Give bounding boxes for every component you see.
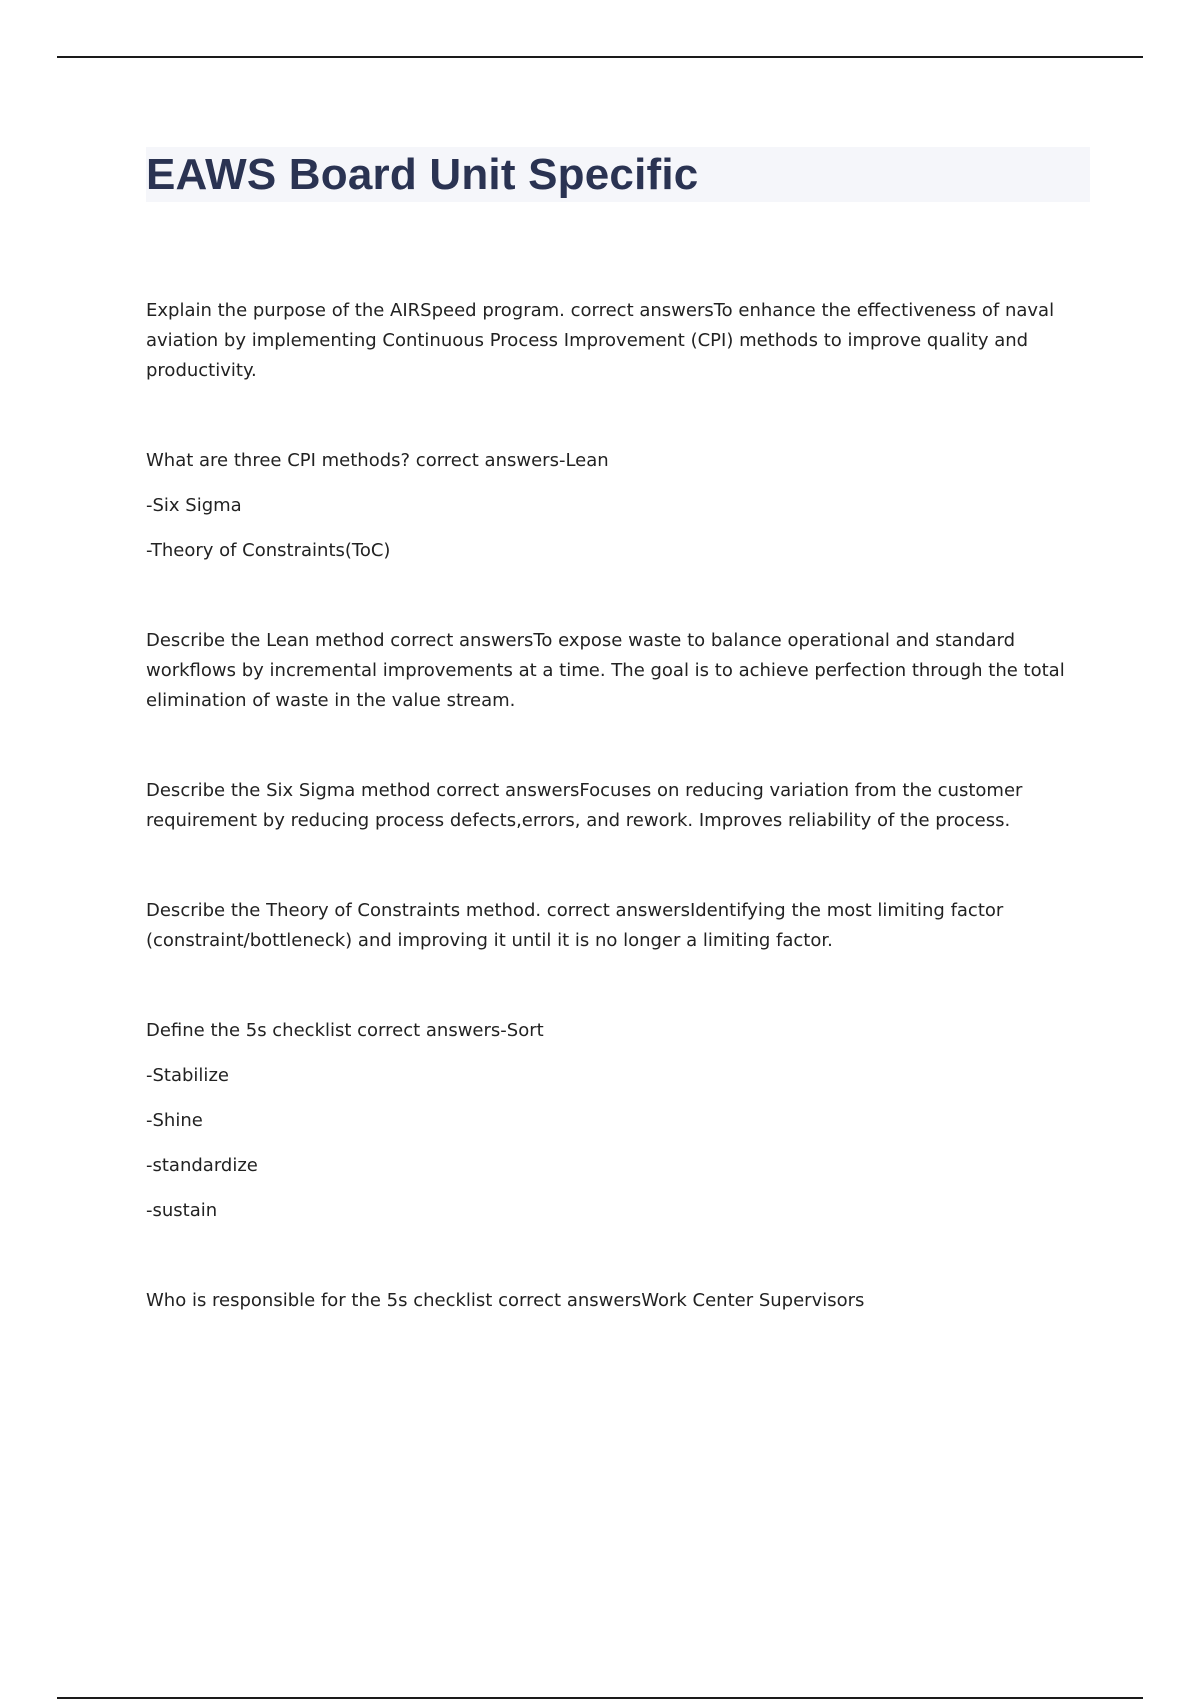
qa-block-theory-of-constraints	[146, 896, 1090, 956]
qa-block-airspeed	[146, 296, 1090, 386]
qa-text: Describe the Six Sigma method correct answersFocuses on reducing variation from the customer requirement by reducing process defects,errors, and rework. Improves reliability of the process.	[146, 780, 1023, 831]
qa-text: What are three CPI methods? correct answers-Lean	[146, 450, 609, 471]
qa-block-lean	[146, 626, 1090, 716]
qa-text: Explain the purpose of the AIRSpeed program. correct answersTo enhance the effectiveness of naval aviation by implementing Continuous Process Improvement (CPI) methods to improve quality and productivity.	[146, 300, 1055, 381]
list-item: -Theory of Constraints(ToC)	[146, 540, 391, 561]
document-page	[146, 147, 1090, 1376]
qa-block-cpi-methods	[146, 446, 1090, 566]
list-item: -sustain	[146, 1200, 218, 1221]
qa-block-six-sigma	[146, 776, 1090, 836]
qa-text: Describe the Theory of Constraints method. correct answersIdentifying the most limiting factor (constraint/bottleneck) and improving it until it is no longer a limiting factor.	[146, 900, 1004, 951]
qa-block-5s-responsible	[146, 1286, 1090, 1316]
list-item: -Stabilize	[146, 1065, 229, 1086]
qa-text: Describe the Lean method correct answersTo expose waste to balance operational and standard workflows by incremental improvements at a time. The goal is to achieve perfection through the total elimination of waste in the value stream.	[146, 630, 1065, 711]
list-item: -Six Sigma	[146, 495, 242, 516]
qa-text: Who is responsible for the 5s checklist correct answersWork Center Supervisors	[146, 1290, 865, 1311]
list-item: -Shine	[146, 1110, 203, 1131]
qa-block-5s-checklist	[146, 1016, 1090, 1226]
title-band	[146, 147, 1090, 202]
bottom-rule	[57, 1697, 1143, 1699]
list-item: -standardize	[146, 1155, 258, 1176]
qa-text: Define the 5s checklist correct answers-Sort	[146, 1020, 544, 1041]
document-title: EAWS Board Unit Specific	[146, 150, 699, 199]
top-rule	[57, 56, 1143, 58]
